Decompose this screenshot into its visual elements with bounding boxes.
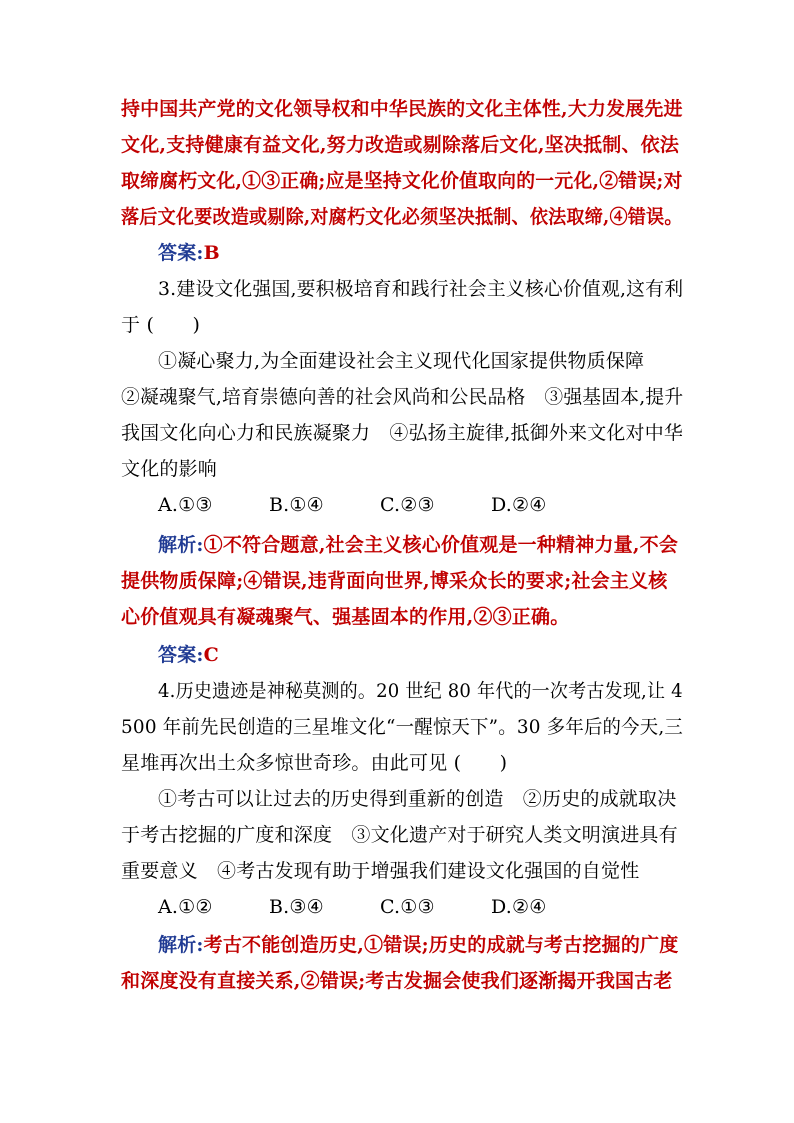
option-d: D.②④: [491, 494, 547, 516]
answer-line: [158, 643, 219, 667]
answer-label: 答案:: [158, 242, 204, 264]
explanation-line: 和深度没有直接关系,②错误;考古发掘会使我们逐渐揭开我国古老: [121, 970, 673, 992]
option-d: D.②④: [491, 896, 547, 918]
answer-value: B: [203, 242, 220, 264]
question-stem: 3.建设文化强国,要积极培育和践行社会主义核心价值观,这有利: [158, 278, 684, 300]
question-stem: 于 ( ): [121, 314, 201, 336]
question-stem: 4.历史遗迹是神秘莫测的。20 世纪 80 年代的一次考古发现,让 4: [158, 680, 683, 702]
explanation-text: 考古不能创造历史,①错误;历史的成就与考古挖掘的广度: [203, 934, 679, 956]
option-b: B.③④: [269, 896, 324, 918]
choice-item: ①考古可以让过去的历史得到重新的创造 ②历史的成就取决: [158, 788, 677, 810]
options-row: [158, 895, 546, 919]
explanation-line: 提供物质保障;④错误,违背面向世界,博采众长的要求;社会主义核: [121, 570, 668, 592]
option-b: B.①④: [269, 494, 324, 516]
choice-item: ②凝魂聚气,培育崇德向善的社会风尚和公民品格 ③强基固本,提升: [121, 386, 684, 408]
explanation-line: [158, 933, 678, 957]
option-c: C.①③: [380, 896, 435, 918]
explanation-label: 解析:: [158, 534, 204, 556]
explanation-line: 取缔腐朽文化,①③正确;应是坚持文化价值取向的一元化,②错误;对: [121, 170, 683, 192]
explanation-line: 心价值观具有凝魂聚气、强基固本的作用,②③正确。: [121, 606, 570, 628]
choice-item: 我国文化向心力和民族凝聚力 ④弘扬主旋律,抵御外来文化对中华: [121, 422, 684, 444]
explanation-line: [158, 533, 678, 557]
choice-item: 于考古挖掘的广度和深度 ③文化遗产对于研究人类文明演进具有: [121, 824, 678, 846]
question-stem: 500 年前先民创造的三星堆文化“一醒惊天下”。30 多年后的今天,三: [121, 716, 684, 738]
answer-value: C: [203, 644, 219, 666]
explanation-label: 解析:: [158, 934, 204, 956]
option-a: A.①②: [158, 896, 213, 918]
option-c: C.②③: [380, 494, 435, 516]
explanation-line: 落后文化要改造或剔除,对腐朽文化必须坚决抵制、依法取缔,④错误。: [121, 206, 683, 228]
options-row: [158, 493, 546, 517]
choice-item: ①凝心聚力,为全面建设社会主义现代化国家提供物质保障: [158, 350, 645, 372]
answer-label: 答案:: [158, 644, 204, 666]
explanation-line: 文化,支持健康有益文化,努力改造或剔除落后文化,坚决抵制、依法: [121, 134, 680, 156]
question-stem: 星堆再次出土众多惊世奇珍。由此可见 ( ): [121, 752, 508, 774]
explanation-text: ①不符合题意,社会主义核心价值观是一种精神力量,不会: [203, 534, 679, 556]
option-a: A.①③: [158, 494, 213, 516]
choice-item: 文化的影响: [121, 458, 218, 480]
choice-item: 重要意义 ④考古发现有助于增强我们建设文化强国的自觉性: [121, 860, 640, 882]
answer-line: [158, 241, 220, 265]
explanation-line: 持中国共产党的文化领导权和中华民族的文化主体性,大力发展先进: [121, 98, 683, 120]
